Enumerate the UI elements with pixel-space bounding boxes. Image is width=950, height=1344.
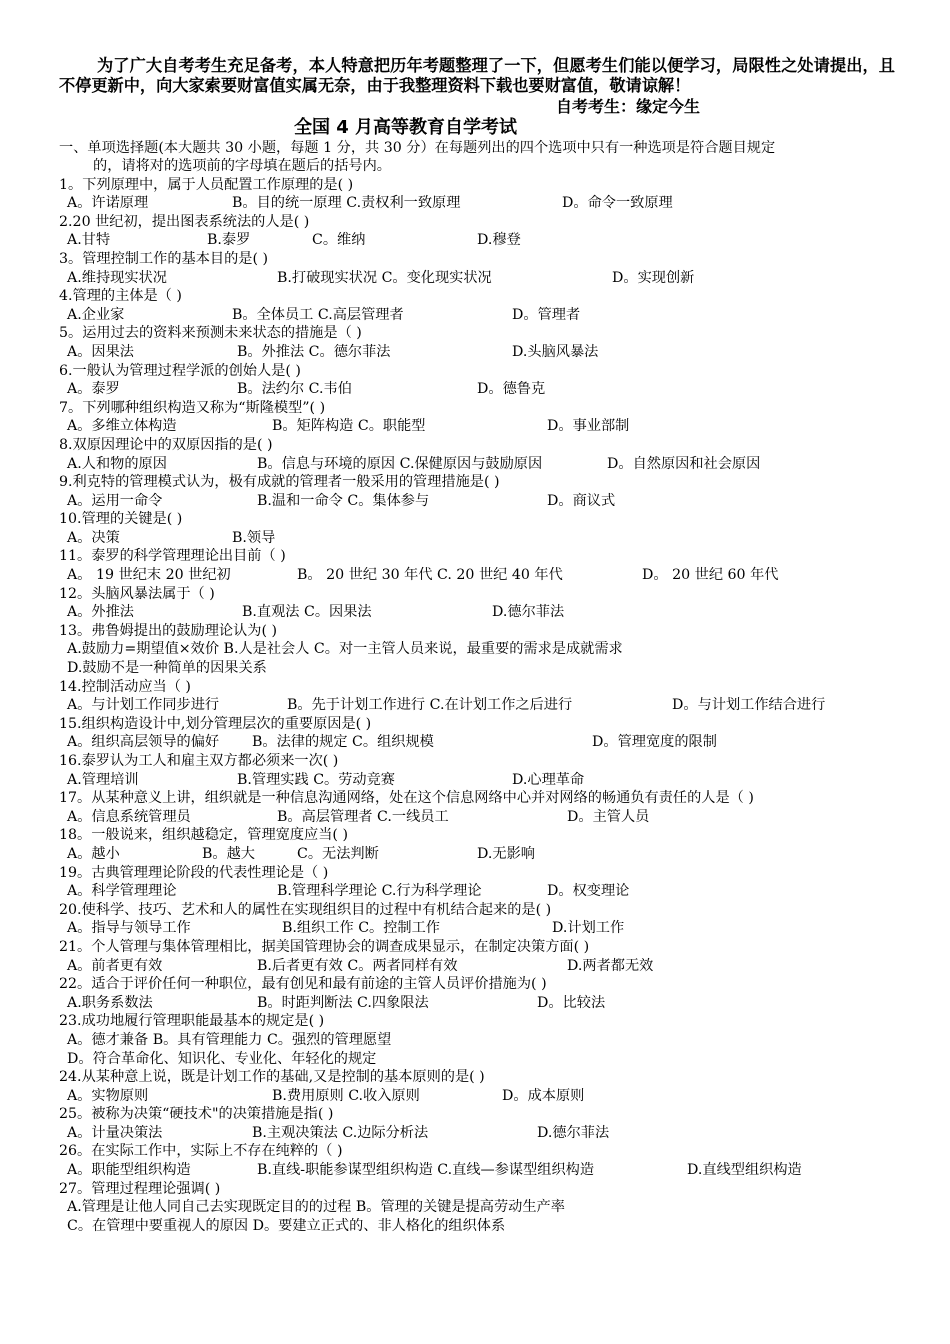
answer-option: B。越大	[202, 845, 255, 862]
question-text: 12。头脑风暴法属于（ )	[59, 585, 215, 602]
document-page	[59, 56, 895, 1235]
answer-option: D。自然原因和社会原因	[607, 455, 761, 472]
author-signature: 自考考生：缘定今生	[556, 97, 701, 116]
question-text: 7。下列哪种组织构造又称为“斯隆模型”( )	[59, 399, 326, 416]
option-row	[59, 733, 895, 752]
answer-option: B.打破现实状况 C。变化现实状况	[277, 269, 492, 286]
answer-option: D.心理革命	[512, 771, 585, 788]
answer-option: D。实现创新	[612, 269, 695, 286]
answer-option: B.泰罗	[207, 232, 251, 249]
answer-option: B.直观法 C。因果法	[242, 604, 372, 621]
answer-option: B。信息与环境的原因 C.保健原因与鼓励原因	[257, 455, 543, 472]
answer-option: A。职能型组织构造	[67, 1162, 191, 1179]
answer-option: D。商议式	[547, 492, 616, 509]
answer-option: D。德鲁克	[477, 381, 546, 398]
question-text: 5。运用过去的资料来预测未来状态的措施是（ )	[59, 325, 362, 342]
option-row	[59, 231, 895, 250]
option-row	[59, 455, 895, 474]
answer-option: A。外推法	[67, 604, 134, 621]
answer-option: A。运用一命令	[67, 492, 163, 509]
answer-option: A。许诺原理	[67, 195, 149, 212]
question-text: 1。下列原理中，属于人员配置工作原理的是( )	[59, 176, 354, 193]
option-row	[59, 417, 895, 436]
option-row	[59, 1198, 895, 1217]
answer-option: A.管理培训	[67, 771, 139, 788]
option-row	[59, 808, 895, 827]
answer-option: A。组织高层领导的偏好	[67, 734, 220, 751]
option-row	[59, 845, 895, 864]
option-row	[59, 659, 895, 678]
answer-option: B.领导	[232, 529, 276, 546]
answer-option: A.维持现实状况	[67, 269, 167, 286]
option-row	[59, 269, 895, 288]
option-row	[59, 529, 895, 548]
answer-option: A。泰罗	[67, 381, 120, 398]
answer-option: A.管理是让他人同自己去实现既定目的的过程 B。管理的关键是提高劳动生产率	[67, 1199, 565, 1216]
answer-option: B。全体员工 C.高层管理者	[232, 306, 404, 323]
option-row	[59, 492, 895, 511]
answer-option: B.直线-职能参谋型组织构造 C.直线—参谋型组织构造	[257, 1162, 595, 1179]
option-row	[59, 1087, 895, 1106]
answer-option: C。维纳	[312, 232, 366, 249]
section-heading-line2: 的，请将对的选项前的字母填在题后的括号内。	[93, 158, 391, 175]
question-text: 11。泰罗的科学管理理论出目前（ )	[59, 548, 286, 565]
answer-option: B。时距判断法 C.四象限法	[257, 994, 429, 1011]
answer-option: A。信息系统管理员	[67, 808, 191, 825]
option-row	[59, 1161, 895, 1180]
answer-option: B。法律的规定 C。组织规模	[252, 734, 434, 751]
question-text: 3。管理控制工作的基本目的是( )	[59, 250, 269, 267]
option-row	[59, 603, 895, 622]
answer-option: A.企业家	[67, 306, 125, 323]
answer-option: D。事业部制	[547, 418, 630, 435]
question-text: 13。弗鲁姆提出的鼓励理论认为( )	[59, 622, 278, 639]
answer-option: B.温和一命令 C。集体参与	[257, 492, 430, 509]
answer-option: D。命令一致原理	[562, 195, 673, 212]
option-row	[59, 640, 895, 659]
answer-option: A。计量决策法	[67, 1124, 163, 1141]
question-text: 25。被称为决策“硬技术"的决策措施是指( )	[59, 1106, 334, 1123]
option-row	[59, 882, 895, 901]
answer-option: D。成本原则	[502, 1087, 585, 1104]
answer-option: B。矩阵构造 C。职能型	[272, 418, 426, 435]
answer-option: B.费用原则 C.收入原则	[272, 1087, 420, 1104]
option-row	[59, 1050, 895, 1069]
answer-option: A。多维立体构造	[67, 418, 177, 435]
question-text: 17。从某种意义上讲，组织就是一种信息沟通网络，处在这个信息网络中心并对网络的畅通负有责任的人是（ )	[59, 790, 754, 807]
answer-option: D.穆登	[477, 232, 521, 249]
answer-option: D.直线型组织构造	[687, 1162, 802, 1179]
question-text: 27。管理过程理论强调( )	[59, 1180, 221, 1197]
question-text: 4.管理的主体是（ )	[59, 288, 182, 305]
option-row	[59, 566, 895, 585]
intro-paragraph: 为了广大自考考生充足备考，本人特意把历年考题整理了一下，但愿考生们能以便学习，局限性之处请提出，且不停更新中，向大家索要财富值实属无奈，由于我整理资料下载也要财富值，敬请谅解！	[59, 56, 895, 95]
answer-option: D.鼓励不是一种简单的因果关系	[67, 660, 267, 677]
answer-option: B.组织工作 C。控制工作	[282, 920, 440, 937]
question-text: 6.一般认为管理过程学派的创始人是( )	[59, 362, 301, 379]
answer-option: B.管理科学理论 C.行为科学理论	[277, 883, 482, 900]
question-text: 16.泰罗认为工人和雇主双方都必须来一次( )	[59, 753, 339, 769]
answer-option: A.鼓励力=期望值×效价 B.人是社会人 C。对一主管人员来说，最重要的需求是成就需求	[67, 641, 623, 658]
answer-option: D。与计划工作结合进行	[672, 697, 826, 714]
question-text: 8.双原因理论中的双原因指的是( )	[59, 436, 273, 453]
answer-option: A。科学管理理论	[67, 883, 177, 900]
answer-option: D。权变理论	[547, 883, 630, 900]
answer-option: A。越小	[67, 845, 120, 862]
answer-option: D.无影响	[477, 845, 535, 862]
option-row	[59, 306, 895, 325]
option-row	[59, 380, 895, 399]
question-text: 20.使科学、技巧、艺术和人的属性在实现组织目的过程中有机结合起来的是( )	[59, 901, 552, 918]
answer-option: D.两者都无效	[567, 957, 654, 974]
exam-title: 全国 4 月高等教育自学考试	[294, 117, 518, 138]
answer-option: A。与计划工作同步进行	[67, 697, 220, 714]
answer-option: A。决策	[67, 529, 120, 546]
option-row	[59, 771, 895, 790]
answer-option: C。在管理中要重视人的原因 D。要建立正式的、非人格化的组织体系	[67, 1217, 506, 1234]
answer-option: A。指导与领导工作	[67, 920, 191, 937]
question-text: 23.成功地履行管理职能最基本的规定是( )	[59, 1013, 325, 1030]
question-text: 10.管理的关键是( )	[59, 511, 183, 528]
question-list	[59, 176, 895, 1236]
option-row	[59, 919, 895, 938]
answer-option: D。管理宽度的限制	[592, 734, 717, 751]
answer-option: A。前者更有效	[67, 957, 163, 974]
answer-option: B.主观决策法 C.边际分析法	[252, 1124, 429, 1141]
answer-option: A.甘特	[67, 232, 111, 249]
answer-option: B。 20 世纪 30 年代 C. 20 世纪 40 年代	[297, 567, 563, 584]
answer-option: B。外推法 C。德尔菲法	[237, 343, 391, 360]
question-text: 15.组织构造设计中,划分管理层次的重要原因是( )	[59, 715, 372, 732]
option-row	[59, 696, 895, 715]
option-row	[59, 1124, 895, 1143]
answer-option: D。管理者	[512, 306, 581, 323]
question-text: 14.控制活动应当（ )	[59, 678, 191, 695]
answer-option: D.头脑风暴法	[512, 343, 599, 360]
answer-option: D。比较法	[537, 994, 606, 1011]
option-row	[59, 957, 895, 976]
answer-option: B.管理实践 C。劳动竞赛	[237, 771, 395, 788]
answer-option: B.后者更有效 C。两者同样有效	[257, 957, 458, 974]
answer-option: A。因果法	[67, 343, 134, 360]
answer-option: D。符合革命化、知识化、专业化、年轻化的规定	[67, 1050, 377, 1067]
question-text: 18。一般说来，组织越稳定，管理宽度应当( )	[59, 827, 349, 844]
section-heading	[59, 139, 895, 176]
answer-option: B。先于计划工作进行 C.在计划工作之后进行	[287, 697, 573, 714]
answer-option: A。德才兼备 B。具有管理能力 C。强烈的管理愿望	[67, 1031, 392, 1048]
answer-option: A.人和物的原因	[67, 455, 167, 472]
answer-option: D。主管人员	[567, 808, 650, 825]
answer-option: B。高层管理者 C.一线员工	[277, 808, 449, 825]
question-text: 24.从某种意上说，既是计划工作的基础,又是控制的基本原则的是( )	[59, 1069, 485, 1086]
answer-option: A.职务系数法	[67, 994, 153, 1011]
option-row	[59, 994, 895, 1013]
option-row	[59, 343, 895, 362]
question-text: 9.利克特的管理模式认为，极有成就的管理者一般采用的管理措施是( )	[59, 474, 500, 491]
question-text: 21。个人管理与集体管理相比，据美国管理协会的调查成果显示，在制定决策方面( )	[59, 938, 590, 955]
question-text: 2.20 世纪初，提出图表系统法的人是( )	[59, 213, 310, 230]
answer-option: B。目的统一原理 C.责权利一致原理	[232, 195, 461, 212]
answer-option: A。实物原则	[67, 1087, 149, 1104]
answer-option: A。 19 世纪末 20 世纪初	[67, 567, 231, 584]
option-row	[59, 194, 895, 213]
option-row	[59, 1031, 895, 1050]
option-row	[59, 1217, 895, 1236]
question-text: 19。古典管理理论阶段的代表性理论是（ )	[59, 864, 329, 881]
question-text: 22。适合于评价任何一种职位，最有创见和最有前途的主管人员评价措施为( )	[59, 976, 547, 993]
answer-option: C。无法判断	[297, 845, 379, 862]
answer-option: D.德尔菲法	[492, 604, 565, 621]
section-heading-line1: 一、单项选择题(本大题共 30 小题，每题 1 分，共 30 分）在每题列出的四个选项中只有一种选项是符合题目规定	[59, 140, 776, 156]
answer-option: B。法约尔 C.韦伯	[237, 381, 352, 398]
answer-option: D。 20 世纪 60 年代	[642, 567, 779, 584]
answer-option: D.计划工作	[552, 920, 625, 937]
question-text: 26。在实际工作中，实际上不存在纯粹的（ )	[59, 1143, 343, 1160]
answer-option: D.德尔菲法	[537, 1124, 610, 1141]
